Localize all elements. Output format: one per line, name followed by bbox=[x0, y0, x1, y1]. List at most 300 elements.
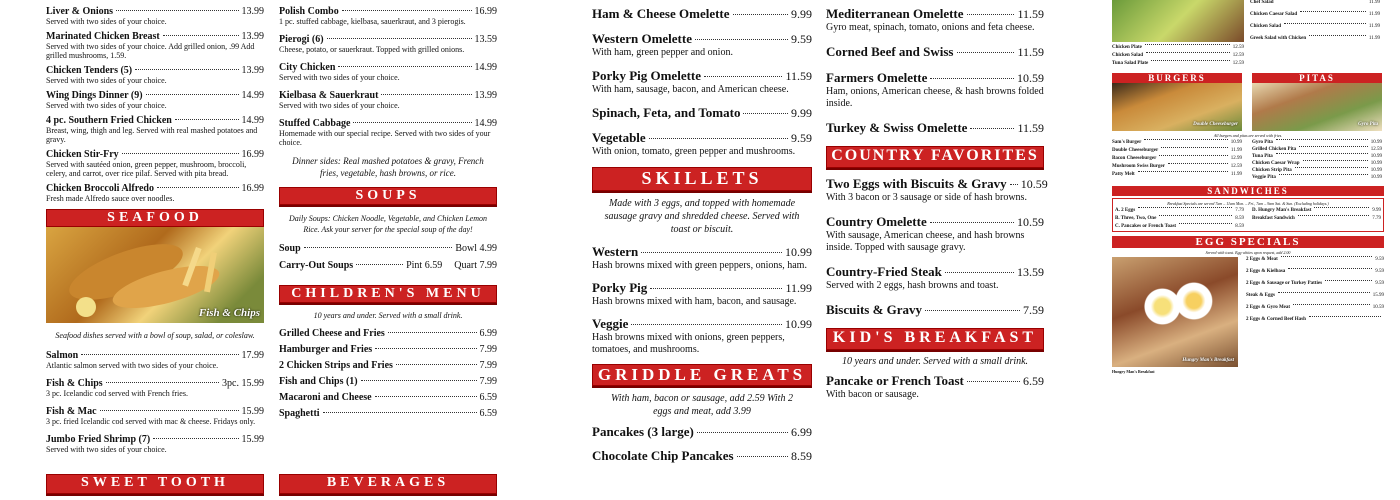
menu-item-price: 12.59 bbox=[1232, 61, 1244, 66]
dot-leader bbox=[1159, 215, 1232, 216]
burger-photo bbox=[1112, 83, 1242, 131]
menu-item-name: Kielbasa & Sauerkraut bbox=[279, 90, 379, 101]
menu-item-row bbox=[46, 6, 264, 17]
menu-item-name: Ham & Cheese Omelette bbox=[592, 6, 730, 21]
menu-item-name: Chicken Strip Pita bbox=[1252, 168, 1292, 173]
menu-item-name: Tuna Salad Plate bbox=[1112, 61, 1149, 66]
skillet-list bbox=[592, 244, 812, 356]
menu-item-row bbox=[1112, 172, 1242, 177]
menu-item bbox=[1112, 53, 1244, 58]
menu-item-row bbox=[1112, 140, 1242, 145]
menu-item-row bbox=[46, 434, 264, 445]
dot-leader bbox=[381, 94, 471, 95]
salads-section bbox=[1112, 0, 1384, 69]
menu-item-price: 9.59 bbox=[1375, 281, 1384, 286]
seafood-banner: SEAFOOD bbox=[46, 209, 264, 227]
menu-item-price: 10.99 bbox=[1370, 175, 1382, 180]
column-country-favorites bbox=[826, 0, 1048, 500]
menu-item bbox=[46, 90, 264, 110]
dot-leader bbox=[1303, 160, 1368, 161]
menu-item-name: Corned Beef and Swiss bbox=[826, 44, 954, 59]
dot-leader bbox=[100, 410, 239, 411]
menu-item bbox=[1250, 0, 1380, 5]
menu-item-row bbox=[1252, 161, 1382, 166]
menu-item-row bbox=[1252, 140, 1382, 145]
menu-item-description: With ham, sausage, bacon, and American cheese. bbox=[592, 84, 789, 95]
dot-leader bbox=[135, 69, 238, 70]
menu-item-price: 8.59 bbox=[1235, 216, 1244, 221]
menu-item-name: Jumbo Fried Shrimp (7) bbox=[46, 434, 151, 445]
dot-leader bbox=[353, 122, 471, 123]
dot-leader bbox=[1144, 139, 1227, 140]
menu-item-name: Sam's Burger bbox=[1112, 140, 1142, 145]
menu-item-name: Chicken Salad bbox=[1250, 24, 1281, 29]
menu-item-name: Veggie Pita bbox=[1252, 175, 1276, 180]
menu-item bbox=[46, 6, 264, 26]
sandwiches-banner: SANDWICHES bbox=[1112, 186, 1384, 196]
menu-item-price: 15.99 bbox=[1372, 293, 1384, 298]
menu-item bbox=[279, 328, 497, 339]
column-entrees bbox=[46, 0, 264, 500]
omelette-list-2 bbox=[826, 0, 1044, 136]
menu-item-row bbox=[826, 264, 1044, 280]
menu-item-name: 2 Chicken Strips and Fries bbox=[279, 360, 393, 371]
dot-leader bbox=[1276, 139, 1368, 140]
menu-item bbox=[1112, 140, 1242, 145]
menu-item-description: 3 pc. Icelandic cod served with French fries. bbox=[46, 389, 188, 398]
egg-caption: Hungry Man's Breakfast bbox=[1182, 358, 1234, 363]
menu-item bbox=[592, 280, 812, 308]
menu-item-name: B. Three, Two, One bbox=[1115, 216, 1157, 221]
menu-item-name: Pancake or French Toast bbox=[826, 373, 964, 388]
dot-leader bbox=[396, 364, 477, 365]
childrens-list bbox=[279, 328, 497, 419]
menu-item bbox=[826, 70, 1044, 110]
salad-photo bbox=[1112, 0, 1244, 42]
kids-breakfast-list bbox=[826, 373, 1044, 401]
menu-item bbox=[1115, 216, 1244, 221]
menu-item-price: 14.99 bbox=[241, 90, 264, 101]
fish-and-chips-photo bbox=[46, 227, 264, 323]
dot-leader bbox=[970, 128, 1014, 129]
menu-item-price: 9.99 bbox=[1372, 208, 1381, 213]
menu-item-price: 7.79 bbox=[1235, 208, 1244, 213]
menu-item-description: Hash browns mixed with ham, bacon, and sausage. bbox=[592, 296, 797, 307]
dot-leader bbox=[1284, 23, 1366, 24]
burger-caption: Double Cheeseburger bbox=[1193, 122, 1238, 127]
menu-item-row bbox=[826, 6, 1044, 22]
menu-item bbox=[46, 65, 264, 85]
menu-item-row bbox=[279, 62, 497, 73]
menu-item bbox=[279, 6, 497, 26]
dot-leader bbox=[1300, 11, 1366, 12]
menu-item-price: 11.99 bbox=[1230, 148, 1242, 153]
omelette-list bbox=[592, 0, 812, 158]
menu-item-name: Grilled Chicken Pita bbox=[1252, 147, 1297, 152]
menu-item-price: 15.99 bbox=[241, 434, 264, 445]
dot-leader bbox=[1151, 60, 1230, 61]
hungry-man-photo bbox=[1112, 257, 1238, 367]
menu-item-name: 2 Eggs & Meat bbox=[1246, 257, 1278, 262]
burger-pita-banners bbox=[1112, 73, 1384, 83]
dot-leader bbox=[1138, 171, 1228, 172]
dot-leader bbox=[1281, 256, 1372, 257]
country-favorites-banner: COUNTRY FAVORITES bbox=[826, 146, 1044, 168]
menu-item bbox=[592, 130, 812, 158]
menu-item bbox=[826, 44, 1044, 60]
dot-leader bbox=[695, 39, 788, 40]
menu-item-price: 3pc. 15.99 bbox=[222, 378, 264, 389]
menu-item-row bbox=[279, 6, 497, 17]
menu-item-name: Western bbox=[592, 244, 639, 259]
dot-leader bbox=[1138, 207, 1232, 208]
menu-item-price: 12.59 bbox=[1230, 164, 1242, 169]
dot-leader bbox=[704, 76, 782, 77]
menu-item-description: Hash browns mixed with onions, green peppers, tomatoes, and mushrooms. bbox=[592, 332, 785, 355]
menu-item bbox=[279, 408, 497, 419]
menu-item-name: Steak & Eggs bbox=[1246, 293, 1275, 298]
menu-item-price: 12.59 bbox=[1232, 45, 1244, 50]
egg-specials-note: Served with toast. Egg whites upon request, add 2.00 bbox=[1205, 250, 1291, 255]
menu-item bbox=[1115, 208, 1244, 213]
menu-item-price: 11.99 bbox=[1368, 12, 1380, 17]
menu-item-row bbox=[46, 90, 264, 101]
salads-left-list bbox=[1112, 45, 1244, 66]
dot-leader bbox=[1325, 280, 1372, 281]
menu-item-row bbox=[1246, 317, 1384, 322]
menu-item-name: Salmon bbox=[46, 350, 79, 361]
menu-item-row bbox=[826, 70, 1044, 86]
dot-leader bbox=[930, 222, 1014, 223]
burger-pita-photos bbox=[1112, 83, 1384, 131]
menu-item-row bbox=[46, 65, 264, 76]
menu-item-price: 8.59 bbox=[791, 449, 812, 463]
soup-price: Bowl 4.99 bbox=[455, 243, 497, 254]
menu-item-price: 10.59 bbox=[1017, 215, 1044, 229]
menu-item bbox=[826, 120, 1044, 136]
dot-leader bbox=[157, 187, 239, 188]
breakfast-specials-box bbox=[1112, 198, 1384, 232]
photo-caption: Fish & Chips bbox=[198, 307, 260, 319]
menu-item-price: 14.99 bbox=[241, 115, 264, 126]
menu-item-row bbox=[592, 448, 812, 464]
menu-item-price: 12.99 bbox=[1230, 156, 1242, 161]
menu-item-row bbox=[46, 115, 264, 126]
menu-item-name: Stuffed Cabbage bbox=[279, 118, 351, 129]
menu-item-row bbox=[1112, 156, 1242, 161]
menu-item bbox=[592, 31, 812, 59]
menu-item-name: Fish & Chips bbox=[46, 378, 103, 389]
menu-item-row bbox=[1112, 148, 1242, 153]
menu-item-price: 10.59 bbox=[1372, 305, 1384, 310]
menu-item-price: 13.99 bbox=[241, 6, 264, 17]
menu-item-name: D. Hungry Man's Breakfast bbox=[1252, 208, 1312, 213]
menu-item-row bbox=[1250, 12, 1380, 17]
menu-item-row bbox=[46, 149, 264, 160]
childrens-menu-note: 10 years and under. Served with a small drink. bbox=[313, 311, 463, 320]
polish-list bbox=[279, 0, 497, 147]
carry-out-name: Carry-Out Soups bbox=[279, 260, 354, 271]
menu-item-price: 9.59 bbox=[1375, 257, 1384, 262]
menu-item bbox=[592, 68, 812, 96]
menu-item-name: Veggie bbox=[592, 316, 629, 331]
menu-item bbox=[1112, 156, 1242, 161]
menu-item-name: Pancakes (3 large) bbox=[592, 424, 694, 439]
menu-item-name: Macaroni and Cheese bbox=[279, 392, 372, 403]
menu-item-price: 11.99 bbox=[1368, 24, 1380, 29]
menu-item bbox=[279, 344, 497, 355]
menu-item-price: 9.59 bbox=[791, 32, 812, 46]
dot-leader bbox=[153, 438, 238, 439]
pita-photo bbox=[1252, 83, 1382, 131]
dot-leader bbox=[1314, 207, 1369, 208]
menu-item-row bbox=[826, 120, 1044, 136]
menu-item bbox=[1246, 257, 1384, 262]
menu-item bbox=[1250, 12, 1380, 17]
dot-leader bbox=[631, 324, 782, 325]
menu-item bbox=[826, 214, 1044, 254]
menu-item-price: 11.59 bbox=[1017, 45, 1044, 59]
menu-item-name: Chocolate Chip Pancakes bbox=[592, 448, 734, 463]
menu-item-price: 10.99 bbox=[785, 317, 812, 331]
dot-leader bbox=[342, 10, 472, 11]
dot-leader bbox=[304, 247, 453, 248]
pita-caption: Gyro Pita bbox=[1358, 122, 1378, 127]
pita-list bbox=[1252, 140, 1382, 182]
menu-item-price: 13.99 bbox=[241, 31, 264, 42]
menu-item-name: Porky Pig Omelette bbox=[592, 68, 702, 83]
egg-specials-section bbox=[1112, 257, 1384, 367]
column-polish-soups-kids bbox=[279, 0, 497, 500]
menu-item bbox=[279, 360, 497, 371]
menu-item bbox=[279, 392, 497, 403]
menu-item-price: 10.99 bbox=[785, 245, 812, 259]
carry-out-item bbox=[279, 260, 497, 271]
menu-item bbox=[46, 183, 264, 203]
menu-item bbox=[279, 90, 497, 110]
burger-list bbox=[1112, 140, 1242, 182]
menu-item-name: Country-Fried Steak bbox=[826, 264, 942, 279]
menu-item-description: Gyro meat, spinach, tomato, onions and feta cheese. bbox=[826, 22, 1035, 33]
griddle-greats-banner: GRIDDLE GREATS bbox=[592, 364, 812, 386]
menu-item-row bbox=[1115, 216, 1244, 221]
menu-item-name: 2 Eggs & Sausage or Turkey Patties bbox=[1246, 281, 1323, 286]
menu-item-price: 6.59 bbox=[479, 392, 497, 403]
menu-item-price: 17.99 bbox=[241, 350, 264, 361]
dot-leader bbox=[957, 52, 1015, 53]
menu-item-name: Spaghetti bbox=[279, 408, 320, 419]
menu-item-name: Pierogi (6) bbox=[279, 34, 324, 45]
menu-item-price: 7.59 bbox=[1023, 303, 1044, 317]
menu-item-row bbox=[826, 176, 1048, 192]
menu-item bbox=[1112, 148, 1242, 153]
menu-item-price: 13.59 bbox=[474, 34, 497, 45]
menu-item-price: 10.99 bbox=[1370, 154, 1382, 159]
menu-item-row bbox=[1252, 175, 1382, 180]
menu-item-price: 11.59 bbox=[1017, 121, 1044, 135]
menu-item-description: With onion, tomato, green pepper and mushrooms. bbox=[592, 146, 796, 157]
dot-leader bbox=[1279, 174, 1368, 175]
menu-item-name: Country Omelette bbox=[826, 214, 927, 229]
menu-item-name: Vegetable bbox=[592, 130, 646, 145]
dot-leader bbox=[175, 119, 239, 120]
menu-item-name: Breakfast Sandwich bbox=[1252, 216, 1295, 221]
menu-item bbox=[46, 350, 264, 370]
menu-item-description: Ham, onions, American cheese, & hash browns folded inside. bbox=[826, 86, 1044, 109]
menu-item-price: 6.59 bbox=[479, 408, 497, 419]
menu-item bbox=[592, 244, 812, 272]
egg-list bbox=[1246, 257, 1384, 367]
menu-item-description: Breast, wing, thigh and leg. Served with real mashed potatoes and gravy. bbox=[46, 126, 258, 144]
menu-item-row bbox=[279, 360, 497, 371]
menu-item-row bbox=[279, 344, 497, 355]
menu-item bbox=[1250, 36, 1380, 41]
menu-item-price: 7.99 bbox=[479, 360, 497, 371]
dot-leader bbox=[925, 310, 1020, 311]
menu-item bbox=[279, 62, 497, 82]
menu-item bbox=[1246, 305, 1384, 310]
menu-item bbox=[279, 118, 497, 147]
salads-left bbox=[1112, 0, 1244, 69]
menu-item bbox=[826, 264, 1044, 292]
menu-item-name: Chicken Tenders (5) bbox=[46, 65, 133, 76]
menu-item-name: 2 Eggs & Corned Beef Hash bbox=[1246, 317, 1306, 322]
dot-leader bbox=[697, 432, 788, 433]
menu-item-row bbox=[1246, 305, 1384, 310]
dot-leader bbox=[338, 66, 471, 67]
menu-item-row bbox=[1246, 257, 1384, 262]
menu-item-row bbox=[592, 68, 812, 84]
menu-item-price: 14.99 bbox=[474, 62, 497, 73]
carry-out-pint: Pint 6.59 bbox=[406, 260, 443, 271]
dot-leader bbox=[967, 14, 1015, 15]
menu-item-name: Marinated Chicken Breast bbox=[46, 31, 160, 42]
childrens-menu-banner: CHILDREN'S MENU bbox=[279, 285, 497, 303]
menu-item-price: 16.99 bbox=[474, 6, 497, 17]
entree-list bbox=[46, 0, 264, 203]
menu-item bbox=[826, 176, 1048, 204]
dot-leader bbox=[1309, 316, 1381, 317]
menu-item-description: Served with 2 eggs, hash browns and toast. bbox=[826, 280, 999, 291]
menu-item-row bbox=[826, 373, 1044, 389]
menu-item-name: C. Pancakes or French Toast bbox=[1115, 224, 1177, 229]
menu-item bbox=[1252, 154, 1382, 159]
menu-item-name: Chicken Caesar Salad bbox=[1250, 12, 1298, 17]
menu-item-name: Porky Pig bbox=[592, 280, 648, 295]
dot-leader bbox=[737, 456, 788, 457]
menu-item-row bbox=[1112, 45, 1244, 50]
menu-item-row bbox=[46, 378, 264, 389]
soup-item bbox=[279, 243, 497, 254]
menu-item-price: 9.99 bbox=[791, 7, 812, 21]
menu-item bbox=[1112, 164, 1242, 169]
menu-item-row bbox=[592, 6, 812, 22]
menu-item-row bbox=[279, 328, 497, 339]
dot-leader bbox=[356, 264, 403, 265]
beverages-banner: BEVERAGES bbox=[279, 474, 497, 494]
menu-item-description: Served with sautéed onion, green pepper, mushroom, broccoli, celery, and carrot, over rice pilaf. Served with pita bread. bbox=[46, 160, 247, 178]
menu-item-row bbox=[592, 105, 812, 121]
menu-item-price: 11.99 bbox=[1368, 0, 1380, 5]
menu-item-row bbox=[1115, 224, 1244, 229]
kids-breakfast-banner: KID'S BREAKFAST bbox=[826, 328, 1044, 350]
menu-item-price: 10.99 bbox=[1230, 140, 1242, 145]
menu-item bbox=[592, 6, 812, 22]
menu-item bbox=[279, 376, 497, 387]
menu-item bbox=[592, 105, 812, 121]
menu-item-price: 8.59 bbox=[1235, 224, 1244, 229]
menu-item-row bbox=[1252, 168, 1382, 173]
dot-leader bbox=[1288, 268, 1372, 269]
sweet-tooth-banner: SWEET TOOTH bbox=[46, 474, 264, 494]
menu-item-name: Mediterranean Omelette bbox=[826, 6, 964, 21]
menu-item-description: Homemade with our special recipe. Served with two sides of your choice. bbox=[279, 129, 491, 147]
dot-leader bbox=[1293, 304, 1370, 305]
seafood-note: Seafood dishes served with a bowl of soup, salad, or coleslaw. bbox=[55, 331, 255, 340]
egg-specials-banner: EGG SPECIALS bbox=[1112, 236, 1384, 248]
menu-item-price: 13.59 bbox=[1017, 265, 1044, 279]
menu-item-name: Patty Melt bbox=[1112, 172, 1135, 177]
dot-leader bbox=[1179, 223, 1232, 224]
dot-leader bbox=[163, 35, 239, 36]
menu-item bbox=[1112, 172, 1242, 177]
menu-item bbox=[1246, 281, 1384, 286]
dot-leader bbox=[361, 380, 477, 381]
menu-item-row bbox=[1252, 147, 1382, 152]
dot-leader bbox=[81, 354, 238, 355]
menu-item-name: City Chicken bbox=[279, 62, 336, 73]
menu-item-row bbox=[826, 214, 1044, 230]
dot-leader bbox=[106, 382, 219, 383]
menu-item-description: With 3 bacon or 3 sausage or side of hash browns. bbox=[826, 192, 1027, 203]
dot-leader bbox=[743, 113, 788, 114]
dot-leader bbox=[967, 381, 1020, 382]
soup-name: Soup bbox=[279, 243, 301, 254]
bottom-caption: Hungry Man's Breakfast bbox=[1112, 369, 1155, 374]
dot-leader bbox=[1146, 52, 1230, 53]
dot-leader bbox=[1298, 215, 1369, 216]
menu-item-price: 14.99 bbox=[474, 118, 497, 129]
menu-item-row bbox=[1246, 293, 1384, 298]
country-list bbox=[826, 176, 1048, 318]
menu-item-name: Greek Salad with Chicken bbox=[1250, 36, 1307, 41]
menu-item-row bbox=[279, 34, 497, 45]
menu-item-price: 9.59 bbox=[1375, 269, 1384, 274]
menu-item-name: Double Cheeseburger bbox=[1112, 148, 1159, 153]
menu-item-row bbox=[1252, 216, 1381, 221]
menu-item bbox=[46, 378, 264, 398]
menu-item bbox=[1252, 216, 1381, 221]
menu-item-row bbox=[826, 44, 1044, 60]
griddle-note: With ham, bacon or sausage, add 2.59 With 2 eggs and meat, add 3.99 bbox=[611, 393, 793, 417]
dot-leader bbox=[1299, 146, 1368, 147]
menu-item-name: Two Eggs with Biscuits & Gravy bbox=[826, 176, 1007, 191]
menu-item-price: 16.99 bbox=[241, 183, 264, 194]
menu-item-name: Chicken Plate bbox=[1112, 45, 1142, 50]
dot-leader bbox=[930, 78, 1014, 79]
menu-item-row bbox=[592, 130, 812, 146]
menu-item-price: 11.99 bbox=[1230, 172, 1242, 177]
menu-item-description: Served with two sides of your choice. bbox=[46, 445, 167, 454]
menu-item-row bbox=[1112, 53, 1244, 58]
menu-item-name: A. 2 Eggs bbox=[1115, 208, 1136, 213]
menu-item-name: Chicken Caesar Wrap bbox=[1252, 161, 1300, 166]
menu-item-description: Served with two sides of your choice. Add grilled onion, .99 Add grilled mushrooms, 1.59. bbox=[46, 42, 255, 60]
kids-breakfast-note: 10 years and under. Served with a small drink. bbox=[841, 356, 1029, 367]
menu-item-row bbox=[1250, 36, 1380, 41]
menu-item bbox=[46, 149, 264, 178]
menu-item-description: With bacon or sausage. bbox=[826, 389, 919, 400]
